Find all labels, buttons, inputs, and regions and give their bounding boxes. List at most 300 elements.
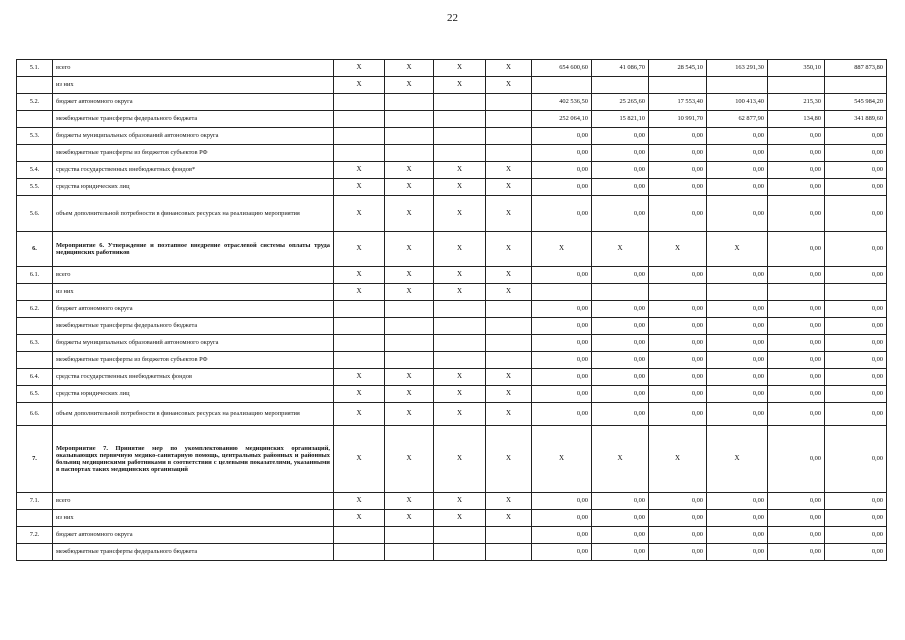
value-cell: 0,00 (532, 352, 592, 369)
value-cell: 0,00 (649, 493, 707, 510)
row-number (17, 544, 53, 561)
value-cell: X (649, 232, 707, 267)
mark-cell (385, 335, 434, 352)
mark-cell (486, 111, 532, 128)
value-cell: 0,00 (768, 318, 825, 335)
mark-cell: X (334, 386, 385, 403)
value-cell: 0,00 (707, 301, 768, 318)
row-number: 7.2. (17, 527, 53, 544)
value-cell: 0,00 (825, 162, 887, 179)
row-name: межбюджетные трансферты федерального бюджета (53, 318, 334, 335)
mark-cell (434, 145, 486, 162)
value-cell (825, 284, 887, 301)
mark-cell: X (486, 232, 532, 267)
row-number: 6.2. (17, 301, 53, 318)
value-cell: 0,00 (825, 179, 887, 196)
mark-cell (334, 352, 385, 369)
value-cell: 0,00 (825, 527, 887, 544)
table-row (17, 352, 887, 369)
mark-cell: X (334, 510, 385, 527)
mark-cell: X (434, 77, 486, 94)
value-cell: 0,00 (532, 335, 592, 352)
value-cell: 0,00 (649, 403, 707, 426)
value-cell (592, 284, 649, 301)
mark-cell (434, 352, 486, 369)
value-cell: 0,00 (707, 335, 768, 352)
row-number: 5.6. (17, 196, 53, 232)
row-name: межбюджетные трансферты из бюджетов субъектов РФ (53, 145, 334, 162)
value-cell: 15 821,10 (592, 111, 649, 128)
value-cell: 0,00 (532, 128, 592, 145)
value-cell: 0,00 (592, 544, 649, 561)
row-name: всего (53, 267, 334, 284)
row-number: 6.4. (17, 369, 53, 386)
value-cell: 0,00 (707, 145, 768, 162)
row-number: 5.1. (17, 60, 53, 77)
value-cell: 0,00 (592, 510, 649, 527)
mark-cell: X (486, 510, 532, 527)
value-cell: 0,00 (592, 369, 649, 386)
mark-cell: X (434, 510, 486, 527)
row-name: средства юридических лиц (53, 179, 334, 196)
value-cell: 0,00 (825, 145, 887, 162)
row-number (17, 145, 53, 162)
value-cell (825, 77, 887, 94)
value-cell: 0,00 (707, 267, 768, 284)
table-row (17, 162, 887, 179)
row-name: межбюджетные трансферты федерального бюджета (53, 544, 334, 561)
table-row (17, 232, 887, 267)
mark-cell (385, 128, 434, 145)
mark-cell: X (434, 267, 486, 284)
value-cell: 0,00 (768, 179, 825, 196)
value-cell: 0,00 (532, 318, 592, 335)
mark-cell (385, 318, 434, 335)
table-row (17, 77, 887, 94)
row-number: 7. (17, 426, 53, 493)
table-row (17, 544, 887, 561)
value-cell: 0,00 (532, 544, 592, 561)
value-cell: X (592, 426, 649, 493)
value-cell: 0,00 (707, 179, 768, 196)
row-number: 5.4. (17, 162, 53, 179)
mark-cell: X (486, 369, 532, 386)
value-cell: 0,00 (649, 179, 707, 196)
value-cell: 0,00 (649, 352, 707, 369)
mark-cell (385, 94, 434, 111)
table-row (17, 196, 887, 232)
budget-table (16, 59, 887, 561)
mark-cell (486, 527, 532, 544)
mark-cell (334, 301, 385, 318)
row-name: всего (53, 493, 334, 510)
mark-cell (334, 527, 385, 544)
value-cell: 545 984,20 (825, 94, 887, 111)
mark-cell: X (434, 60, 486, 77)
value-cell: 0,00 (825, 318, 887, 335)
row-number: 6.3. (17, 335, 53, 352)
table-row (17, 111, 887, 128)
value-cell: 0,00 (707, 369, 768, 386)
value-cell: 0,00 (707, 196, 768, 232)
mark-cell: X (334, 60, 385, 77)
page-number: 22 (447, 12, 458, 24)
value-cell: 0,00 (825, 426, 887, 493)
mark-cell (385, 352, 434, 369)
mark-cell (334, 335, 385, 352)
value-cell: 0,00 (649, 196, 707, 232)
mark-cell: X (385, 162, 434, 179)
mark-cell: X (486, 267, 532, 284)
value-cell: 252 064,10 (532, 111, 592, 128)
mark-cell: X (434, 369, 486, 386)
mark-cell: X (334, 179, 385, 196)
mark-cell (486, 301, 532, 318)
mark-cell: X (385, 267, 434, 284)
mark-cell: X (385, 386, 434, 403)
row-number (17, 77, 53, 94)
value-cell: 402 536,50 (532, 94, 592, 111)
value-cell: 25 265,60 (592, 94, 649, 111)
mark-cell: X (385, 196, 434, 232)
value-cell: 0,00 (592, 162, 649, 179)
mark-cell: X (486, 386, 532, 403)
mark-cell (434, 301, 486, 318)
mark-cell: X (385, 369, 434, 386)
row-number: 5.5. (17, 179, 53, 196)
value-cell: 887 873,80 (825, 60, 887, 77)
value-cell: 163 291,30 (707, 60, 768, 77)
value-cell: 0,00 (768, 510, 825, 527)
value-cell: 0,00 (592, 493, 649, 510)
mark-cell: X (385, 284, 434, 301)
row-name: объем дополнительной потребности в финансовых ресурсах на реализацию мероприятия (53, 403, 334, 426)
value-cell: 0,00 (768, 544, 825, 561)
value-cell: 0,00 (532, 403, 592, 426)
table-row (17, 60, 887, 77)
mark-cell (385, 527, 434, 544)
row-number (17, 510, 53, 527)
value-cell: 0,00 (768, 493, 825, 510)
row-number (17, 318, 53, 335)
value-cell: 0,00 (649, 544, 707, 561)
mark-cell (486, 128, 532, 145)
value-cell: 0,00 (707, 128, 768, 145)
row-number: 6. (17, 232, 53, 267)
value-cell: X (532, 426, 592, 493)
mark-cell: X (334, 232, 385, 267)
value-cell: 0,00 (649, 510, 707, 527)
value-cell: 0,00 (649, 335, 707, 352)
value-cell: 0,00 (768, 145, 825, 162)
value-cell: 0,00 (768, 352, 825, 369)
value-cell: 0,00 (825, 196, 887, 232)
mark-cell (434, 527, 486, 544)
table-row (17, 510, 887, 527)
value-cell (768, 284, 825, 301)
value-cell: 28 545,10 (649, 60, 707, 77)
row-name: объем дополнительной потребности в финансовых ресурсах на реализацию мероприятия (53, 196, 334, 232)
value-cell: 0,00 (592, 335, 649, 352)
mark-cell: X (486, 284, 532, 301)
value-cell: 0,00 (532, 493, 592, 510)
row-name: Мероприятие 6. Утверждение и поэтапное внедрение отраслевой системы оплаты труда медицинских работников (53, 232, 334, 267)
mark-cell: X (334, 162, 385, 179)
row-name: из них (53, 77, 334, 94)
value-cell: 0,00 (768, 128, 825, 145)
value-cell: 341 889,60 (825, 111, 887, 128)
mark-cell (434, 128, 486, 145)
mark-cell (334, 94, 385, 111)
mark-cell: X (385, 403, 434, 426)
value-cell: 0,00 (707, 493, 768, 510)
mark-cell: X (334, 267, 385, 284)
value-cell: 0,00 (649, 162, 707, 179)
value-cell (649, 284, 707, 301)
value-cell (532, 77, 592, 94)
value-cell: 0,00 (768, 403, 825, 426)
table-row (17, 145, 887, 162)
row-name: из них (53, 284, 334, 301)
value-cell: 0,00 (592, 386, 649, 403)
value-cell: 0,00 (825, 301, 887, 318)
value-cell: 10 991,70 (649, 111, 707, 128)
row-name: бюджеты муниципальных образований автономного округа (53, 128, 334, 145)
value-cell: 0,00 (825, 128, 887, 145)
value-cell: 0,00 (825, 335, 887, 352)
row-number: 5.3. (17, 128, 53, 145)
mark-cell: X (486, 162, 532, 179)
table-row (17, 369, 887, 386)
table-row (17, 493, 887, 510)
mark-cell: X (434, 196, 486, 232)
value-cell: 0,00 (532, 510, 592, 527)
value-cell: 0,00 (649, 267, 707, 284)
row-number: 6.5. (17, 386, 53, 403)
mark-cell (434, 94, 486, 111)
value-cell: 350,10 (768, 60, 825, 77)
row-number: 6.1. (17, 267, 53, 284)
mark-cell (486, 352, 532, 369)
row-number: 7.1. (17, 493, 53, 510)
value-cell: 0,00 (768, 335, 825, 352)
value-cell: X (707, 232, 768, 267)
value-cell: 0,00 (825, 493, 887, 510)
row-name: средства государственных внебюджетных фондов* (53, 162, 334, 179)
value-cell: 0,00 (532, 301, 592, 318)
value-cell: 0,00 (649, 369, 707, 386)
mark-cell: X (434, 493, 486, 510)
row-name: из них (53, 510, 334, 527)
row-number (17, 352, 53, 369)
table-row (17, 94, 887, 111)
value-cell: 0,00 (825, 232, 887, 267)
mark-cell: X (486, 196, 532, 232)
value-cell: 100 413,40 (707, 94, 768, 111)
value-cell: 0,00 (825, 352, 887, 369)
mark-cell: X (434, 426, 486, 493)
mark-cell: X (434, 162, 486, 179)
mark-cell: X (334, 77, 385, 94)
table-row (17, 301, 887, 318)
value-cell: 0,00 (592, 318, 649, 335)
value-cell: 0,00 (532, 369, 592, 386)
value-cell: 0,00 (649, 301, 707, 318)
row-name: бюджет автономного округа (53, 94, 334, 111)
value-cell: X (532, 232, 592, 267)
value-cell: 0,00 (649, 527, 707, 544)
row-name: всего (53, 60, 334, 77)
value-cell: 0,00 (649, 386, 707, 403)
value-cell: 0,00 (532, 196, 592, 232)
mark-cell: X (434, 284, 486, 301)
value-cell: 0,00 (825, 544, 887, 561)
value-cell: 0,00 (825, 267, 887, 284)
row-name: бюджет автономного округа (53, 301, 334, 318)
table-row (17, 527, 887, 544)
mark-cell: X (334, 284, 385, 301)
value-cell: 0,00 (707, 527, 768, 544)
row-number (17, 111, 53, 128)
mark-cell (434, 111, 486, 128)
value-cell: 0,00 (649, 128, 707, 145)
value-cell: 0,00 (592, 527, 649, 544)
row-number (17, 284, 53, 301)
table-row (17, 284, 887, 301)
row-name: Мероприятие 7. Принятие мер по укомплектованию медицинских организаций, оказывающих первичную медико-санитарную помощь, центральных районных и районных больниц медицинскими работниками в соответствии с целевыми показателями, указанными в паспортах таких медицинских организаций (53, 426, 334, 493)
mark-cell: X (334, 403, 385, 426)
mark-cell (334, 145, 385, 162)
value-cell: 0,00 (768, 232, 825, 267)
value-cell: X (649, 426, 707, 493)
mark-cell (486, 145, 532, 162)
table-row (17, 335, 887, 352)
value-cell: 0,00 (768, 301, 825, 318)
mark-cell: X (385, 77, 434, 94)
mark-cell: X (334, 493, 385, 510)
value-cell (707, 284, 768, 301)
mark-cell (334, 111, 385, 128)
value-cell: 0,00 (768, 369, 825, 386)
mark-cell: X (486, 77, 532, 94)
value-cell: 0,00 (592, 403, 649, 426)
value-cell: 0,00 (649, 145, 707, 162)
row-number: 5.2. (17, 94, 53, 111)
row-name: бюджеты муниципальных образований автономного округа (53, 335, 334, 352)
value-cell: X (707, 426, 768, 493)
mark-cell: X (385, 232, 434, 267)
mark-cell (334, 318, 385, 335)
value-cell: 134,80 (768, 111, 825, 128)
mark-cell (334, 128, 385, 145)
mark-cell: X (434, 179, 486, 196)
value-cell: 0,00 (532, 162, 592, 179)
value-cell (649, 77, 707, 94)
mark-cell: X (334, 369, 385, 386)
mark-cell: X (385, 493, 434, 510)
mark-cell (434, 544, 486, 561)
value-cell: 0,00 (707, 544, 768, 561)
value-cell: 0,00 (707, 352, 768, 369)
mark-cell: X (486, 426, 532, 493)
value-cell (532, 284, 592, 301)
value-cell: 0,00 (592, 301, 649, 318)
value-cell: 0,00 (532, 145, 592, 162)
value-cell: 0,00 (707, 386, 768, 403)
row-name: межбюджетные трансферты федерального бюджета (53, 111, 334, 128)
mark-cell (385, 301, 434, 318)
table-body (17, 60, 887, 561)
mark-cell: X (385, 179, 434, 196)
value-cell: 0,00 (707, 510, 768, 527)
value-cell: 0,00 (768, 426, 825, 493)
value-cell: 0,00 (707, 162, 768, 179)
value-cell: 0,00 (768, 196, 825, 232)
value-cell: 17 553,40 (649, 94, 707, 111)
value-cell: 0,00 (825, 369, 887, 386)
mark-cell (434, 335, 486, 352)
value-cell: 0,00 (707, 318, 768, 335)
value-cell: 0,00 (707, 403, 768, 426)
value-cell: 654 600,60 (532, 60, 592, 77)
value-cell (592, 77, 649, 94)
mark-cell (434, 318, 486, 335)
value-cell: 215,30 (768, 94, 825, 111)
value-cell: X (592, 232, 649, 267)
row-name: межбюджетные трансферты из бюджетов субъектов РФ (53, 352, 334, 369)
table-row (17, 318, 887, 335)
value-cell: 0,00 (532, 527, 592, 544)
value-cell: 62 877,90 (707, 111, 768, 128)
table-row (17, 128, 887, 145)
row-name: бюджет автономного округа (53, 527, 334, 544)
mark-cell (385, 111, 434, 128)
value-cell: 0,00 (649, 318, 707, 335)
mark-cell (486, 318, 532, 335)
mark-cell: X (434, 232, 486, 267)
value-cell: 0,00 (532, 267, 592, 284)
value-cell: 0,00 (592, 145, 649, 162)
mark-cell: X (434, 386, 486, 403)
table-row (17, 426, 887, 493)
mark-cell: X (486, 493, 532, 510)
mark-cell: X (434, 403, 486, 426)
value-cell: 0,00 (768, 527, 825, 544)
value-cell: 0,00 (532, 386, 592, 403)
mark-cell (486, 544, 532, 561)
mark-cell (385, 145, 434, 162)
mark-cell (486, 94, 532, 111)
value-cell (768, 77, 825, 94)
value-cell: 0,00 (768, 386, 825, 403)
value-cell: 0,00 (592, 179, 649, 196)
mark-cell: X (486, 179, 532, 196)
row-name: средства государственных внебюджетных фондов (53, 369, 334, 386)
mark-cell: X (486, 60, 532, 77)
value-cell: 0,00 (592, 267, 649, 284)
value-cell: 0,00 (768, 162, 825, 179)
value-cell: 0,00 (825, 386, 887, 403)
mark-cell (385, 544, 434, 561)
mark-cell (334, 544, 385, 561)
table-row (17, 267, 887, 284)
row-name: средства юридических лиц (53, 386, 334, 403)
value-cell: 0,00 (592, 196, 649, 232)
table-row (17, 403, 887, 426)
value-cell: 0,00 (592, 128, 649, 145)
row-number: 6.6. (17, 403, 53, 426)
value-cell: 0,00 (825, 403, 887, 426)
